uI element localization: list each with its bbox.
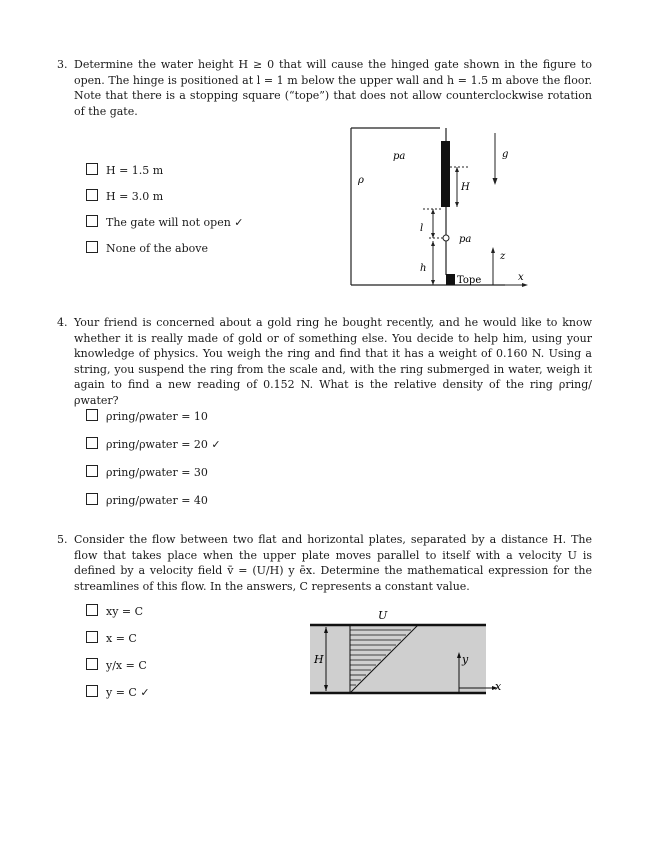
checkbox[interactable] [86, 163, 98, 175]
option-3b[interactable] [86, 189, 163, 203]
option-5b[interactable] [86, 631, 137, 645]
option-label: ρring/ρwater = 30 [106, 466, 208, 479]
option-label: y = C ✓ [106, 686, 150, 699]
option-5c[interactable] [86, 658, 147, 672]
checkbox[interactable] [86, 437, 98, 449]
label-tope: Tope [457, 275, 482, 286]
label-U: U [378, 609, 388, 622]
option-label: ρring/ρwater = 40 [106, 494, 208, 507]
tope-block [446, 274, 455, 285]
label-pa-right: pa [459, 234, 472, 245]
label-pa-top: pa [393, 151, 406, 162]
couette-flow-figure [305, 608, 505, 698]
label-x: x [518, 272, 524, 283]
option-4d[interactable] [86, 493, 208, 507]
option-label: H = 1.5 m [106, 164, 164, 177]
option-label: ρring/ρwater = 20 ✓ [106, 438, 221, 451]
question-3 [58, 57, 592, 119]
checkbox[interactable] [86, 685, 98, 697]
checkbox[interactable] [86, 189, 98, 201]
label-g: g [502, 149, 509, 160]
hinge-icon [443, 235, 449, 241]
question-text: Determine the water height H ≥ 0 that will cause the hinged gate shown in the figure to open. The hinge is positioned at l = 1 m below the upper wall and h = 1.5 m above the floor. Note that there is a stopping square (“tope”) that does not allow counterclockwise rotation of the gate. [74, 58, 592, 118]
option-label: x = C [106, 632, 137, 645]
question-5 [58, 532, 592, 594]
checkbox[interactable] [86, 241, 98, 253]
checkbox[interactable] [86, 493, 98, 505]
checkbox[interactable] [86, 631, 98, 643]
gate [441, 141, 450, 207]
option-4a[interactable] [86, 409, 208, 423]
option-label: y/x = C [106, 659, 147, 672]
label-y: y [462, 653, 469, 666]
label-z: z [500, 251, 506, 262]
question-text: Your friend is concerned about a gold ring he bought recently, and he would like to know whether it is really made of gold or of something else. You decide to help him, using your knowledge of physics. You weigh the ring and find that it has a weight of 0.160 N. Using a string, you suspend the ring from the scale and, with the ring submerged in water, weigh it again to find a new reading of 0.152 N. What is the relative density of the ring ρring/ρwater? [74, 316, 592, 407]
option-label: The gate will not open ✓ [106, 216, 244, 229]
option-4b[interactable] [86, 437, 221, 451]
question-number: 4. [57, 316, 68, 329]
checkbox[interactable] [86, 604, 98, 616]
option-3d[interactable] [86, 241, 208, 255]
checkbox[interactable] [86, 465, 98, 477]
question-number: 3. [57, 58, 68, 71]
option-4c[interactable] [86, 465, 208, 479]
label-x: x [495, 680, 502, 693]
option-label: ρring/ρwater = 10 [106, 410, 208, 423]
label-rho: ρ [358, 175, 364, 186]
label-l: l [420, 223, 424, 234]
checkbox[interactable] [86, 658, 98, 670]
option-3c[interactable] [86, 215, 244, 229]
question-number: 5. [57, 533, 68, 546]
label-H: H [461, 182, 470, 193]
option-label: xy = C [106, 605, 144, 618]
question-4 [58, 315, 592, 408]
label-H: H [314, 653, 324, 666]
option-5a[interactable] [86, 604, 143, 618]
option-label: None of the above [106, 242, 208, 255]
question-text: Consider the flow between two flat and horizontal plates, separated by a distance H. The flow that takes place when the upper plate moves parallel to itself with a velocity U is defined by a velocity field v̄ = (U/H) y ēx. Determine the mathematical expression for the streamlines of this flow. In the answers, C represents a constant value. [74, 533, 592, 593]
option-5d[interactable] [86, 685, 150, 699]
option-3a[interactable] [86, 163, 163, 177]
checkbox[interactable] [86, 215, 98, 227]
hinged-gate-figure [345, 125, 535, 290]
checkbox[interactable] [86, 409, 98, 421]
option-label: H = 3.0 m [106, 190, 164, 203]
label-h: h [420, 263, 427, 274]
